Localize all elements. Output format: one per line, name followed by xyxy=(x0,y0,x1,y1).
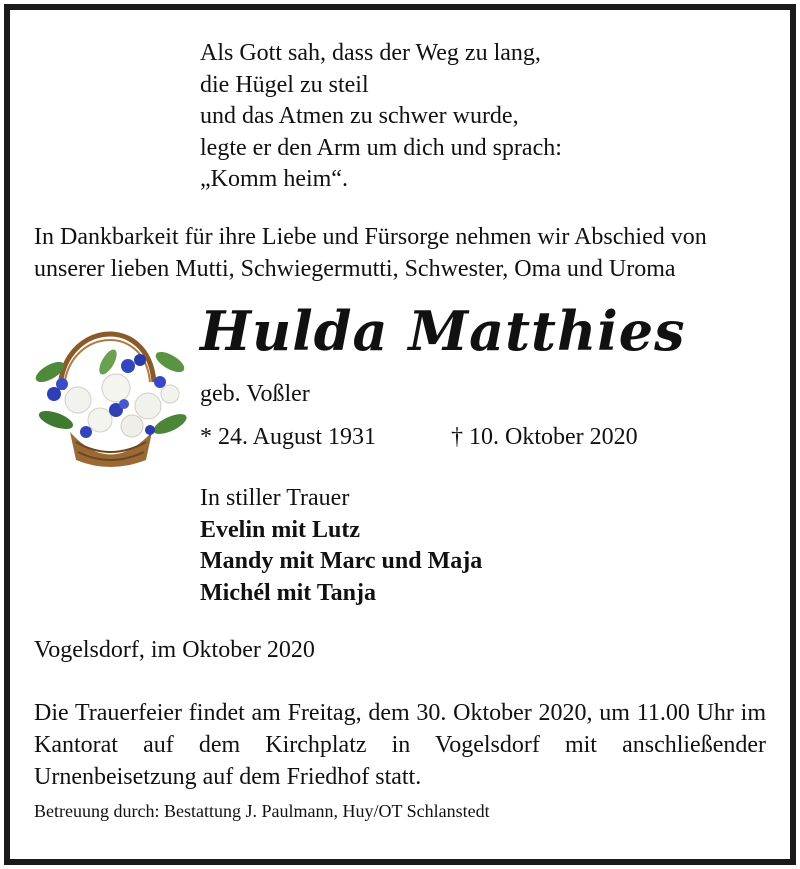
mourner-family: Mandy mit Marc und Maja xyxy=(200,548,483,574)
flower-basket-icon xyxy=(20,302,200,470)
mourner-family: Evelin mit Lutz xyxy=(200,516,360,543)
poem-line: „Komm heim“. xyxy=(200,166,348,192)
deceased-name: Hulda Matthies xyxy=(200,299,686,363)
poem xyxy=(200,38,562,196)
maiden-name: geb. Voßler xyxy=(200,381,310,407)
intro-line: In Dankbarkeit für ihre Liebe und Fürsorge nehmen wir Abschied von xyxy=(34,224,707,250)
poem-line: die Hügel zu steil xyxy=(200,71,369,98)
service-notice: Die Trauerfeier findet am Freitag, dem 30. Oktober 2020, um 11.00 Uhr im Kantorat auf dem Kirchplatz in Vogelsdorf mit anschließender Urnenbeisetzung auf dem Friedhof statt. xyxy=(34,700,766,790)
mourners xyxy=(200,483,482,609)
death-date: † 10. Oktober 2020 xyxy=(451,424,638,450)
poem-line: Als Gott sah, dass der Weg zu lang, xyxy=(200,40,541,66)
mourner-family: Michél mit Tanja xyxy=(200,579,377,606)
place-date: Vogelsdorf, im Oktober 2020 xyxy=(34,637,315,663)
birth-date: * 24. August 1931 xyxy=(200,424,377,450)
mourners-heading: In stiller Trauer xyxy=(200,485,350,511)
intro-line: unserer lieben Mutti, Schwiegermutti, Schwester, Oma und Uroma xyxy=(34,255,676,282)
poem-line: und das Atmen zu schwer wurde, xyxy=(200,103,519,129)
funeral-home-credit: Betreuung durch: Bestattung J. Paulmann, Huy/OT Schlanstedt xyxy=(34,801,490,821)
intro-text xyxy=(34,222,774,285)
poem-line: legte er den Arm um dich und sprach: xyxy=(200,134,562,161)
